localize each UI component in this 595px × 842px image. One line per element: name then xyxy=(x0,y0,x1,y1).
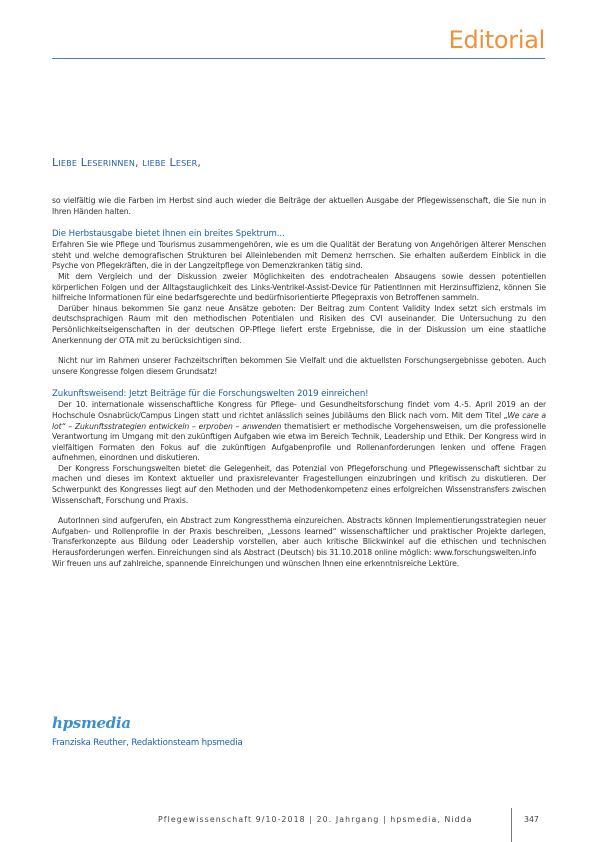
paragraph: Mit dem Vergleich und der Diskussion zweier Möglichkeiten des endotrachealen Absaugens sowie dessen potentiellen körperlichen Folgen und der Alltagstauglichkeit des Links-Ventrikel-Assist-Device für PatientInnen mit Herzinsuffizienz, können Sie hilfreiche Informationen für eine bedarfsgerechte und bedürfnisorientierte Pflegepraxis von Betroffenen sammeln. xyxy=(52,271,546,303)
footer-divider xyxy=(511,808,512,842)
paragraph: Nicht nur im Rahmen unserer Fachzeitschriften bekommen Sie Vielfalt und die aktuellsten Forschungsergebnisse geboten. Auch unsere Kongresse folgen diesem Grundsatz! xyxy=(52,356,546,376)
congress-title: „We care a lot“ – Zukunftsstrategien entwickeln – erproben – anwenden xyxy=(52,410,546,431)
section-title: Editorial xyxy=(448,26,545,54)
paragraph: Der Kongress Forschungswelten bietet die Gelegenheit, das Potenzial von Pflegeforschung und Pflegewissenschaft sichtbar zu machen und dieses im Kontext aktueller und praxisrelevanter Fragestellungen einzubringen und kritisch zu diskutieren. Der Schwerpunkt des Kongresses liegt auf den Methoden und der Methodenkompetenz eines erfolgreichen Wissenstransfers zwischen Wissenschaft, Forschung und Praxis. xyxy=(52,463,546,505)
paragraph: Darüber hinaus bekommen Sie ganz neue Ansätze geboten: Der Beitrag zum Content Validity Index setzt sich erstmals im deutschsprachigen Raum mit den methodischen Potentialen und Risiken des CVI auseinander. Die Untersuchung zu den Persönlichkeitseigenschaften in der deutschen OP-Pflege liefert erste Ergebnisse, die in der Diskussion um eine staatliche Anerkennung der OTA mit zu berücksichtigen sind. xyxy=(52,303,546,345)
section-heading-spectrum: Die Herbstausgabe bietet Ihnen ein breites Spektrum... xyxy=(52,229,285,240)
paragraph: Erfahren Sie wie Pflege und Tourismus zusammengehören, wie es um die Qualität der Beratung von Angehörigen älterer Menschen steht und welche demografischen Strukturen bei Alleinlebenden mit Demenz herrschen. Sie erhalten außerdem Einblick in die Psyche von Pflegekräften, die in der Langzeitpflege von Demenzkranken tätig sind. xyxy=(52,240,546,271)
salutation-text: Liebe Leserinnen, liebe Leser, xyxy=(52,156,202,169)
section-heading-forschungswelten: Zukunftsweisend: Jetzt Beiträge für die Forschungswelten 2019 einreichen! xyxy=(52,389,369,400)
paragraph-text: Der 10. internationale wissenschaftliche Kongress für Pflege- und Gesundheitsforschung findet vom 4.-5. April 2019 an der Hochschule Osnabrück/Campus Lingen statt und richtet anlässlich seines Jubiläums den Blick nach vorn. Mit dem Titel xyxy=(52,400,546,420)
signature: Franziska Reuther, Redaktionsteam hpsmedia xyxy=(52,738,243,748)
header-rule xyxy=(52,58,545,59)
salutation xyxy=(52,156,201,169)
page-number: 347 xyxy=(524,815,539,824)
closing-paragraph: Wir freuen uns auf zahlreiche, spannende Einreichungen und wünschen Ihnen eine erkenntnisreiche Lektüre. xyxy=(52,558,460,568)
intro-paragraph: so vielfältig wie die Farben im Herbst sind auch wieder die Beiträge der aktuellen Ausgabe der Pflegewissenschaft, die Sie nun in Ihren Händen halten. xyxy=(52,196,546,216)
paragraph-text: thematisiert er methodische Vorgehensweisen, um die professionelle Verantwortung im Umgang mit den zukünftigen Aufgaben wie etwa im Bereich Technik, Leadership und Ethik. Der Kongress wird in vielfältigen Formaten den Fokus auf die zukünftigen Aufgabenprofile und Rollenanforderungen lenken und offene Fragen aufnehmen, einordnen und diskutieren. xyxy=(52,421,546,463)
paragraph: AutorInnen sind aufgerufen, ein Abstract zum Kongressthema einzureichen. Abstracts können Implementierungsstrategien neuer Aufgaben- und Rollenprofile in der Praxis beschreiben, „Lessons learned“ wissenschaftlicher und praktischer Projekte darlegen, Transferkonzepte aus Bildung oder Leadership vorstellen, aber auch kritische Blickwinkel auf die ethischen und technischen Herausforderungen werfen. Einreichungen sind als Abstract (Deutsch) bis 31.10.2018 online möglich: www.forschungswelten.info xyxy=(52,516,546,558)
paragraph xyxy=(52,400,546,464)
hpsmedia-logo: hpsmedia xyxy=(52,714,131,732)
footer-journal-info: Pflegewissenschaft 9/10-2018 | 20. Jahrgang | hpsmedia, Nidda xyxy=(158,815,473,824)
article-body xyxy=(52,196,546,569)
